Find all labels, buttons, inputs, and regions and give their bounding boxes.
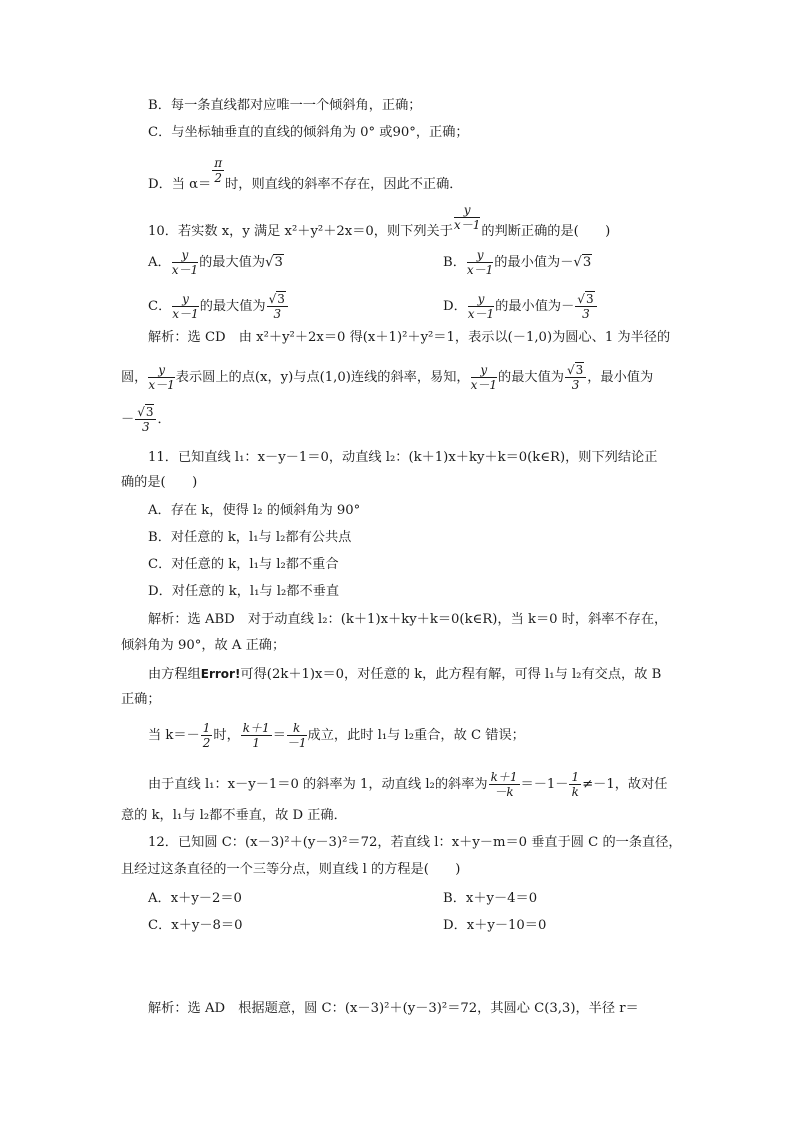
sqrt: √3: [573, 255, 592, 270]
q10-option-c: C． $\frac{y}{x-1}$ 的最大值为 $\frac{√3}{3}$: [148, 292, 289, 321]
fraction: $\frac{y}{x-1}$: [467, 292, 495, 321]
q9-option-b: B．每一条直线都对应唯一一个倾斜角，正确；: [148, 98, 422, 113]
q11-option-d: D．对任意的 k，l₁与 l₂都不垂直: [148, 584, 340, 599]
q10-answer-line2: 圆， $\frac{y}{x-1}$ 表示圆上的点(x，y)与点(1,0)连线的斜率，易知， $\frac{y}{x-1}$ 的最大值为 $\frac{√3}{3}$ ，最小值为: [121, 363, 654, 392]
fraction: $\frac{y}{x-1}$: [470, 363, 498, 392]
q11-answer-line6: 由于直线 l₁：x－y－1＝0 的斜率为 1，动直线 l₂的斜率为 $\frac{k+1}{-k}$ ＝－1－ $\frac{1}{k}$ ≠－1，故对任: [148, 770, 668, 799]
fraction: $\frac{√3}{3}$: [565, 363, 586, 392]
q11-answer-line5: 当 k＝－ $\frac{1}{2}$ 时， $\frac{k+1}{1}$ ＝ $\frac{k}{-1}$ 成立，此时 l₁与 l₂重合，故 C 错误；: [148, 721, 525, 750]
sqrt: √3: [265, 255, 283, 270]
q11-answer-line7: 意的 k，l₁与 l₂都不垂直，故 D 正确．: [121, 808, 347, 823]
q11-answer-line4: 正确；: [121, 692, 161, 707]
fraction: $\frac{1}{2}$: [202, 721, 211, 750]
q11-answer-line2: 倾斜角为 90°，故 A 正确；: [121, 638, 286, 653]
fraction: $\frac{√3}{3}$: [267, 292, 288, 321]
fraction: $\frac{√3}{3}$: [575, 292, 596, 321]
q11-stem-line1: 11．已知直线 l₁：x－y－1＝0，动直线 l₂：(k＋1)x＋ky＋k＝0(k∈R)，则下列结论正: [148, 450, 658, 465]
fraction: $\frac{y}{x-1}$: [148, 363, 175, 392]
q10-stem: 10．若实数 x，y 满足 x²＋y²＋2x＝0，则下列关于 $\frac{y}{x-1}$ 的判断正确的是( ): [148, 203, 611, 239]
fraction: $\frac{k+1}{-k}$: [490, 770, 518, 799]
fraction: $\frac{y}{x-1}$: [171, 248, 199, 277]
fraction: $\frac{\pi}{2}$: [214, 156, 223, 185]
q10-option-a: A． $\frac{y}{x-1}$ 的最大值为√3: [148, 248, 283, 277]
q10-option-d: D． $\frac{y}{x-1}$ 的最小值为－ $\frac{√3}{3}$: [443, 292, 598, 321]
q11-option-c: C．对任意的 k，l₁与 l₂都不重合: [148, 557, 339, 572]
fraction: $\frac{y}{x-1}$: [466, 248, 494, 277]
q11-option-b: B．对任意的 k，l₁与 l₂都有公共点: [148, 530, 352, 545]
q9-option-d: D．当 α＝ $\frac{\pi}{2}$ 时，则直线的斜率不存在，因此不正确．: [148, 156, 463, 192]
q12-option-b: B．x＋y－4＝0: [443, 891, 538, 906]
fraction: $\frac{y}{x-1}$: [172, 292, 199, 321]
q12-answer-line1: 解析：选 AD 根据题意，圆 C：(x－3)²＋(y－3)²＝72，其圆心 C(3,3)，半径 r＝: [148, 1001, 639, 1016]
q11-answer-line3: 由方程组Error!可得(2k＋1)x＝0，对任意的 k，此方程有解，可得 l₁与 l₂有交点，故 B: [148, 667, 662, 682]
fraction: $\frac{1}{k}$: [571, 770, 580, 799]
q11-stem-line2: 确的是( ): [121, 475, 198, 490]
q12-stem-line2: 且经过这条直径的一个三等分点，则直线 l 的方程是( ): [121, 862, 461, 877]
fraction: $\frac{√3}{3}$: [135, 405, 156, 434]
q12-stem-line1: 12．已知圆 C：(x－3)²＋(y－3)²＝72，若直线 l：x＋y－m＝0 垂直于圆 C 的一条直径，: [148, 835, 682, 850]
q10-option-b: B． $\frac{y}{x-1}$ 的最小值为－√3: [443, 248, 592, 277]
q11-option-a: A．存在 k，使得 l₂ 的倾斜角为 90°: [148, 503, 361, 518]
q12-option-a: A．x＋y－2＝0: [148, 891, 242, 906]
q10-answer-line1: 解析：选 CD 由 x²＋y²＋2x＝0 得(x＋1)²＋y²＝1，表示以(－1,0)为圆心、1 为半径的: [148, 330, 671, 345]
fraction: $\frac{k}{-1}$: [286, 721, 307, 750]
q12-option-d: D．x＋y－10＝0: [443, 918, 547, 933]
q9-option-c: C．与坐标轴垂直的直线的倾斜角为 0° 或90°，正确；: [148, 125, 469, 140]
q12-option-c: C．x＋y－8＝0: [148, 918, 243, 933]
fraction: $\frac{y}{x-1}$: [453, 203, 481, 232]
q11-answer-line1: 解析：选 ABD 对于动直线 l₂：(k＋1)x＋ky＋k＝0(k∈R)，当 k＝0 时，斜率不存在，: [148, 612, 668, 627]
q10-answer-line3: － $\frac{√3}{3}$ ．: [121, 405, 171, 434]
fraction: $\frac{k+1}{1}$: [242, 721, 270, 750]
